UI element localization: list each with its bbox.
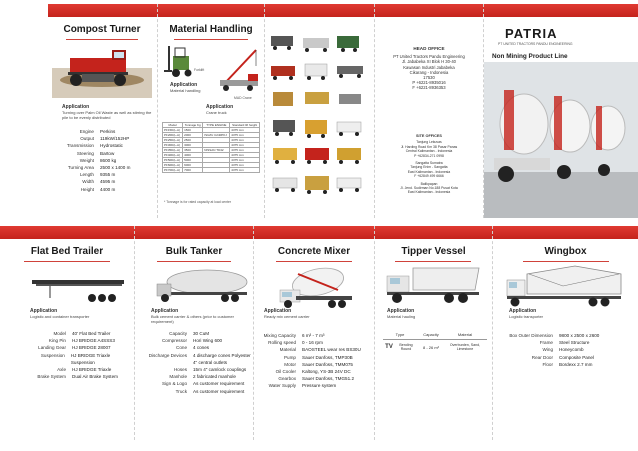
spec-value: 4 cones: [193, 345, 210, 351]
spec-key: Truck: [175, 388, 187, 394]
panel-title: Concrete Mixer: [277, 246, 351, 257]
address-line: Jl. Jend. Sudirman No.188 Pusat Kota: [400, 186, 458, 191]
title-underline: [24, 261, 110, 262]
table-cell: 4375 mm: [230, 158, 260, 163]
spec-row: [14, 352, 134, 366]
tipper-subtype: Bending Round: [399, 343, 413, 351]
spec-key: Landing Gear: [38, 345, 66, 351]
spec-key: Gearbox: [278, 376, 296, 382]
spec-key: King Pin: [48, 338, 66, 344]
head-office-heading: HEAD OFFICE: [413, 46, 445, 51]
mixer-spec-list: [256, 332, 361, 390]
spec-row: [139, 388, 251, 395]
spec-row: [139, 373, 251, 380]
spec-value: 40' Flat Bed Trailer: [72, 331, 111, 336]
brochure-inner-sheet: [0, 226, 638, 440]
table-cell: PF30D(L-A): [163, 143, 183, 148]
table-cell: 4375 mm: [230, 133, 260, 138]
title-underline: [66, 39, 138, 40]
table-cell: PF60D(L-A): [163, 163, 183, 168]
table-cell: PF25D(L-A): [163, 138, 183, 143]
panel-title: Material Handling: [169, 24, 253, 35]
spec-key: Rear Door: [531, 354, 553, 360]
table-cell: PF15D(L-A): [163, 128, 183, 133]
compost-turner-panel: [48, 4, 156, 218]
table-cell: 6000: [183, 163, 203, 168]
spec-key: Transmission: [66, 143, 94, 149]
panel-title: Flat Bed Trailer: [30, 246, 104, 257]
table-cell: PF40D(L-A): [163, 153, 183, 158]
spec-key: Output: [80, 136, 94, 142]
tipper-capacity: 8 - 26 m³: [422, 344, 439, 350]
spec-value: Kaltong, YS-3B 24V DC: [302, 369, 351, 375]
spec-key: Mixing Capacity: [263, 333, 296, 338]
spec-row: [256, 375, 361, 382]
address-line: Sangatta Sumatra: [415, 161, 443, 166]
table-cell: 4375 mm: [230, 163, 260, 168]
spec-value: Bartow: [100, 150, 115, 156]
product-gallery-panel: [265, 4, 374, 218]
spec-row: [495, 354, 599, 361]
site-offices-heading: SITE OFFICES: [416, 134, 442, 138]
spec-row: [495, 332, 599, 339]
address-line: P +6221-8935016: [412, 80, 446, 86]
table-cell: 1500: [183, 128, 203, 133]
spec-value: 4400 m: [100, 186, 116, 192]
spec-key: Manhole: [169, 374, 187, 380]
spec-row: [139, 366, 251, 373]
tipper-vessel-panel: [375, 226, 492, 440]
spec-row: [256, 361, 361, 368]
application-label: Application: [387, 308, 415, 314]
spec-key: Cone: [176, 345, 187, 351]
spec-value: 9355 m: [100, 172, 116, 178]
spec-value: 4" central outlets: [193, 359, 228, 365]
spec-row: [56, 186, 130, 193]
address-line: East Kalimantan - Indonesia: [407, 190, 451, 195]
spec-value: Dual Air Brake System: [72, 374, 118, 380]
spec-value: Hydrostatic: [100, 143, 123, 149]
application-text: Bulk cement carrier & others (prior to customer requirement): [151, 314, 234, 324]
spec-key: Sign & Logo: [161, 381, 187, 387]
spec-row: [139, 330, 251, 337]
spec-row: [14, 337, 134, 344]
wingbox-spec-list: [495, 332, 599, 368]
table-header: TYPE ENGINE: [203, 123, 230, 128]
address-line: Jl. Jababeka XI Blok H 30-40: [401, 59, 456, 65]
forklift-spec-table: [162, 122, 260, 173]
spec-key: Water Supply: [268, 383, 296, 389]
spec-row: [56, 142, 130, 149]
concrete-mixer-image: [276, 264, 356, 310]
spec-value: Hori Wing 600: [193, 338, 223, 344]
application-text: Ready mix cement carrier: [264, 314, 310, 319]
office-address-panel: [375, 4, 483, 218]
spec-key: Rolling speed: [268, 340, 296, 346]
table-cell: PF70D(L-A): [163, 168, 183, 173]
spec-value: As customer requirement: [193, 388, 245, 394]
table-header: Tonnage Kg: [183, 123, 203, 128]
title-underline: [523, 261, 609, 262]
spec-key: Width: [82, 179, 94, 185]
address-line: Jl. Harding Road Km 38 Pasar Panas: [400, 144, 458, 149]
application-label: Application: [206, 104, 234, 110]
site-offices-block: [379, 134, 479, 195]
table-row: [163, 168, 260, 173]
tipper-truck-image: [383, 262, 483, 306]
spec-key: Height: [80, 186, 94, 192]
table-cell: 3000: [183, 143, 203, 148]
spec-value: 2500 x 1400 m: [100, 165, 131, 171]
spec-key: Material: [279, 347, 296, 353]
panel-title: Tipper Vessel: [401, 246, 466, 257]
forklift-caption: Forklift: [194, 68, 205, 72]
address-line: Balikpapan: [420, 181, 438, 186]
spec-value: BAOSTEEL wear res BS30U: [302, 347, 361, 353]
table-cell: PF50D(L-A): [163, 158, 183, 163]
spec-key: Floor: [542, 361, 553, 367]
material-handling-panel: [158, 4, 264, 218]
application-label: Application: [151, 308, 179, 314]
spec-value: 9800 x 2500 x 2600: [559, 333, 600, 338]
application-label: Application: [30, 308, 58, 314]
spec-value: 30 CuM: [193, 331, 210, 336]
table-header: Standard lift height: [230, 123, 260, 128]
spec-key: Engine: [79, 129, 94, 134]
spec-value: Perkins: [100, 129, 116, 134]
spec-row: [139, 359, 251, 366]
table-cell: PF35D(L-A): [163, 148, 183, 153]
application-text: Logistic and container transporter: [30, 314, 90, 319]
spec-value: 0 - 16 rpm: [302, 340, 323, 346]
address-line: Kawasan Industri Jababeka: [403, 64, 455, 70]
spec-row: [56, 150, 130, 157]
application-label: Application: [62, 104, 90, 110]
tipper-spec-table: [383, 332, 487, 351]
address-line: East Kalimantan - Indonesia: [407, 169, 451, 174]
application-text: Material handling: [170, 88, 201, 93]
spec-key: Box Outer Dimension: [509, 333, 553, 338]
table-cell: 4375 mm: [230, 153, 260, 158]
spec-key: Compressor: [161, 338, 187, 344]
spec-row: [14, 344, 134, 351]
spec-row: [256, 368, 361, 375]
wingbox-panel: [493, 226, 638, 440]
table-cell: 4000: [183, 153, 203, 158]
spec-value: Steel Structure: [559, 340, 590, 346]
table-header: Type: [395, 332, 405, 337]
application-text: Logistic transporter: [509, 314, 544, 319]
compost-spec-list: [56, 128, 130, 193]
table-cell: NISSAN TD42: [203, 148, 230, 153]
forklift-image: [164, 44, 194, 78]
spec-key: Steering: [76, 150, 94, 156]
spec-value: Sauer Danfoss, TMG51.2: [302, 376, 355, 382]
spec-value: HJ BRIDGE Triaxle Suspension: [70, 352, 111, 365]
spec-value: 15m 4" camlock couplings: [193, 367, 247, 373]
spec-row: [56, 178, 130, 185]
spec-key: [139, 359, 193, 366]
table-cell: 7000: [183, 168, 203, 173]
spec-row: [495, 346, 599, 353]
spec-row: [256, 332, 361, 339]
spec-key: Frame: [539, 340, 553, 346]
spec-value: 4 discharge cones Polyester: [193, 352, 251, 358]
brochure-outer-sheet: [0, 4, 638, 218]
crane-caption: MAD Crane: [234, 96, 252, 100]
bulk-tanker-image: [155, 264, 251, 308]
product-thumbnails-image: [267, 30, 371, 214]
spec-value: Sauer Danfoss, TMM075: [302, 361, 353, 367]
spec-key: Capacity: [169, 331, 187, 336]
flat-bed-trailer-panel: [0, 226, 134, 440]
spec-key: Axle: [57, 367, 66, 373]
address-line: Central Kalimantan - Indonesia: [405, 149, 453, 154]
spec-value: 119kW/152HP: [100, 136, 130, 142]
spec-row: [14, 366, 134, 373]
spec-value: 8600 kg: [100, 157, 117, 163]
spec-row: [256, 354, 361, 361]
brand-tagline: PT UNITED TRACTORS PANDU ENGINEERING: [498, 42, 573, 46]
spec-key: Discharge Devices: [148, 352, 187, 358]
title-underline: [157, 261, 231, 262]
concrete-mixer-panel: [254, 226, 374, 440]
spec-value: HJ BRIDGE Triaxle: [72, 367, 112, 373]
address-line: F +62849 499 6666: [414, 174, 444, 179]
table-cell: 2500: [183, 138, 203, 143]
table-cell: PF20D(L-A): [163, 133, 183, 138]
address-line: Tanjung Lekuvas: [416, 140, 442, 145]
panel-title: Bulk Tanker: [165, 246, 223, 257]
spec-row: [56, 157, 130, 164]
product-line-heading: Non Mining Product Line: [492, 53, 568, 60]
table-cell: 4375 mm: [230, 138, 260, 143]
address-line: P +62834-271 0998: [414, 153, 444, 158]
spec-value: HJ BRIDGE 28007: [72, 345, 111, 351]
spec-key: Motor: [284, 361, 296, 367]
table-header: Capacity: [423, 332, 439, 337]
flat-bed-trailer-image: [30, 268, 126, 312]
address-line: Tanjung Enim - Sangatta: [410, 165, 448, 170]
spec-value: HJ BRIDGE A4SSS3: [72, 338, 115, 344]
table-header: Model: [163, 123, 183, 128]
flatbed-spec-list: [14, 330, 134, 380]
spec-value: Composite Panel: [559, 354, 594, 360]
tipper-type: TV: [385, 344, 393, 350]
compost-turner-image: [52, 46, 152, 98]
spec-key: Suspension: [40, 352, 65, 358]
spec-key: Hoses: [173, 367, 187, 373]
table-cell: 2000: [183, 133, 203, 138]
application-label: Application: [264, 308, 292, 314]
table-cell: 4375 mm: [230, 143, 260, 148]
panel-title: Wingbox: [544, 246, 587, 257]
spec-row: [495, 339, 599, 346]
spec-row: [256, 339, 361, 346]
spec-row: [56, 164, 130, 171]
spec-row: [139, 380, 251, 387]
application-text: Turning over Palm Oil Waste as well as stirring the pile to be evenly distributed: [62, 110, 152, 120]
spec-row: [256, 346, 361, 353]
spec-row: [256, 382, 361, 389]
spec-row: [14, 330, 134, 337]
table-cell: 4375 mm: [230, 148, 260, 153]
patria-logo: PATRIA: [505, 26, 558, 41]
address-line: Cikarang - Indonesia: [409, 69, 449, 75]
spec-row: [56, 135, 130, 142]
spec-value: Sauer Danfoss, TMP30B: [302, 354, 353, 360]
address-line: 17530: [423, 75, 435, 81]
application-label: Application: [509, 308, 537, 314]
spec-key: Turning Area: [67, 165, 94, 171]
table-cell: 3500: [183, 148, 203, 153]
mixer-fleet-photo: [484, 62, 638, 218]
crane-truck-image: [218, 46, 262, 94]
spec-key: Brake System: [37, 374, 66, 380]
spec-row: [139, 344, 251, 351]
bulk-spec-list: [139, 330, 251, 395]
application-label: Application: [170, 82, 198, 88]
table-cell: ISUZU C240PKJ: [203, 133, 230, 138]
spec-value: Bordexx 2.7 mm: [559, 361, 593, 367]
spec-row: [139, 337, 251, 344]
spec-value: 4595 m: [100, 179, 116, 185]
spec-row: [139, 352, 251, 359]
address-line: F +6221-8936353: [412, 85, 446, 91]
spec-key: Pump: [283, 354, 296, 360]
table-cell: 4375 mm: [230, 128, 260, 133]
table-cell: [203, 168, 230, 173]
wingbox-truck-image: [503, 264, 627, 312]
table-footnote: * Tonnage is for rated capacity at load center: [164, 200, 232, 204]
spec-value: Honeycomb: [559, 347, 584, 353]
spec-key: Weight: [79, 157, 94, 163]
table-cell: 4375 mm: [230, 168, 260, 173]
application-text: Crane truck: [206, 110, 227, 115]
spec-key: Wing: [542, 347, 553, 353]
spec-key: Length: [79, 172, 94, 178]
spec-key: Model: [53, 331, 66, 336]
spec-row: [495, 361, 599, 368]
spec-row: [14, 373, 134, 380]
spec-key: Oil Cooler: [275, 369, 296, 375]
table-header: Material: [457, 332, 473, 337]
spec-value: 6 m³ - 7 m³: [302, 333, 325, 338]
table-cell: 5000: [183, 158, 203, 163]
address-line: PT United Tractors Pandu Engineering: [393, 54, 465, 60]
title-underline: [174, 39, 248, 40]
title-underline: [276, 261, 352, 262]
cover-panel: [484, 4, 638, 218]
spec-value: As customer requirement: [193, 381, 245, 387]
spec-value: Pressure system: [302, 383, 337, 389]
spec-row: [56, 128, 130, 135]
tipper-material: Overburden, Sand, Limestone: [449, 343, 481, 351]
bulk-tanker-panel: [135, 226, 253, 440]
table-header-row: [383, 332, 487, 340]
spec-row: [56, 171, 130, 178]
head-office-block: [379, 46, 479, 91]
application-text: Material hauling: [387, 314, 416, 319]
table-row: [383, 340, 487, 351]
spec-value: 2 fabricated manhole: [193, 374, 236, 380]
panel-title: Compost Turner: [63, 24, 141, 35]
